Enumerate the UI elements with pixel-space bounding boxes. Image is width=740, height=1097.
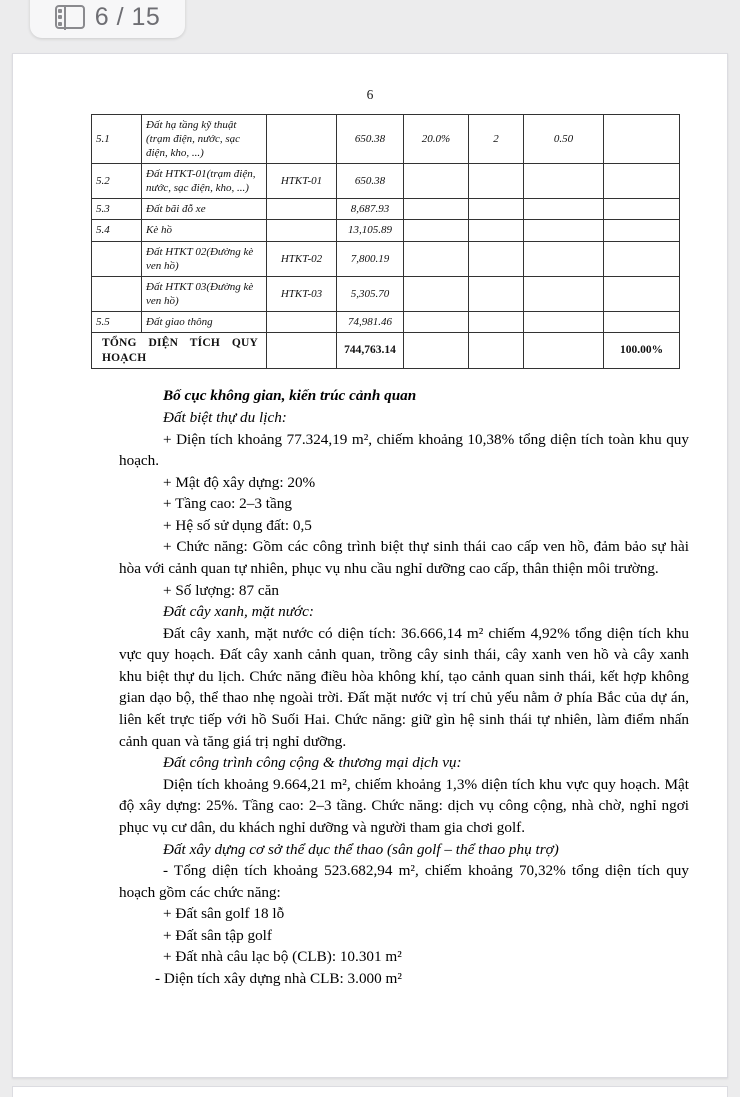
cell-total-code <box>267 332 337 368</box>
paragraph-green-body: Đất cây xanh, mặt nước có diện tích: 36.666,14 m² chiếm 4,92% tổng diện tích khu vực quy hoạch. Đất cây xanh cảnh quan, trồng cây sinh thái, cây xanh ven hồ và cây xanh khu biệt thự du lịch. Chức năng điều hòa không khí, tạo cảnh quan sinh thái, kết hợp không gian dạo bộ, thể thao nhẹ ngoài trời. Đất mặt nước vị trí chủ yếu nằm ở phía Bắc của dự án, liên kết trực tiếp với hồ Suối Hai. Chức năng: giữ gìn hệ sinh thái tự nhiên, làm điểm nhấn cảnh quan và tăng giá trị nghỉ dưỡng. <box>119 624 689 750</box>
cell-code: HTKT-03 <box>267 276 337 311</box>
cell-no <box>92 276 142 311</box>
cell-area: 74,981.46 <box>337 311 404 332</box>
paragraph-sport-item-3: + Đất nhà câu lạc bộ (CLB): 10.301 m² <box>163 948 402 966</box>
paragraph-villa-floors: + Tầng cao: 2–3 tầng <box>163 495 292 513</box>
cell-area: 7,800.19 <box>337 241 404 276</box>
cell-code: HTKT-01 <box>267 164 337 199</box>
document-page-next <box>12 1086 728 1097</box>
cell-density <box>404 199 469 220</box>
table-row <box>92 115 680 164</box>
cell-code <box>267 199 337 220</box>
cell-area: 650.38 <box>337 164 404 199</box>
cell-area: 8,687.93 <box>337 199 404 220</box>
cell-coef <box>524 276 604 311</box>
cell-floors: 2 <box>469 115 524 164</box>
cell-code: HTKT-02 <box>267 241 337 276</box>
table-row <box>92 164 680 199</box>
heading-spatial-layout: Bố cục không gian, kiến trúc cảnh quan <box>163 387 417 405</box>
table-row <box>92 311 680 332</box>
subheading-villa-land: Đất biệt thự du lịch: <box>163 408 287 426</box>
cell-pct <box>604 241 680 276</box>
cell-floors <box>469 220 524 241</box>
cell-density <box>404 311 469 332</box>
cell-name: Kè hồ <box>142 220 267 241</box>
land-use-table-wrapper <box>91 114 701 369</box>
cell-no: 5.1 <box>92 115 142 164</box>
cell-name: Đất HTKT-01(trạm điện, nước, sạc điện, kho, ...) <box>142 164 267 199</box>
cell-code <box>267 311 337 332</box>
subheading-public-land: Đất công trình công cộng & thương mại dịch vụ: <box>163 754 462 772</box>
cell-name: Đất bãi đỗ xe <box>142 199 267 220</box>
cell-density: 20.0% <box>404 115 469 164</box>
land-use-table <box>91 114 680 369</box>
cell-density <box>404 276 469 311</box>
cell-area: 13,105.89 <box>337 220 404 241</box>
cell-code <box>267 115 337 164</box>
cell-density <box>404 241 469 276</box>
paragraph-villa-function: + Chức năng: Gồm các công trình biệt thự sinh thái cao cấp ven hồ, đảm bảo sự hài hòa với cảnh quan tự nhiên, phục vụ nhu cầu nghỉ dưỡng cao cấp, thân thiện môi trường. <box>119 538 689 577</box>
cell-name: Đất HTKT 03(Đường kè ven hồ) <box>142 276 267 311</box>
paragraph-sport-total: - Tổng diện tích khoảng 523.682,94 m², chiếm khoảng 70,32% tổng diện tích quy hoạch gồm các chức năng: <box>119 862 689 901</box>
document-page <box>12 53 728 1078</box>
cell-coef <box>524 311 604 332</box>
cell-coef <box>524 199 604 220</box>
cell-total-label: TỔNG DIỆN TÍCH QUY HOẠCH <box>92 332 267 368</box>
page-counter-label: 6 / 15 <box>94 2 161 31</box>
cell-floors <box>469 311 524 332</box>
cell-pct <box>604 115 680 164</box>
cell-total-area: 744,763.14 <box>337 332 404 368</box>
cell-code <box>267 220 337 241</box>
cell-pct <box>604 199 680 220</box>
subheading-sport-land: Đất xây dựng cơ sở thể dục thể thao (sân golf – thể thao phụ trợ) <box>163 840 559 858</box>
cell-no: 5.2 <box>92 164 142 199</box>
cell-name: Đất giao thông <box>142 311 267 332</box>
document-body <box>119 385 689 989</box>
cell-coef: 0.50 <box>524 115 604 164</box>
cell-name: Đất hạ tầng kỹ thuật (trạm điện, nước, sạc điện, kho, ...) <box>142 115 267 164</box>
cell-pct <box>604 220 680 241</box>
page-folio-number: 6 <box>366 87 374 102</box>
cell-pct <box>604 276 680 311</box>
cell-total-coef <box>524 332 604 368</box>
cell-density <box>404 220 469 241</box>
paragraph-villa-area: + Diện tích khoảng 77.324,19 m², chiếm khoảng 10,38% tổng diện tích toàn khu quy hoạch. <box>119 430 689 470</box>
cell-total-floors <box>469 332 524 368</box>
cell-no <box>92 241 142 276</box>
paragraph-sport-item-2: + Đất sân tập golf <box>163 926 272 944</box>
paragraph-villa-count: + Số lượng: 87 căn <box>163 581 279 599</box>
page-indicator-pill[interactable] <box>30 0 185 38</box>
cell-no: 5.4 <box>92 220 142 241</box>
table-row <box>92 241 680 276</box>
paragraph-villa-density: + Mật độ xây dựng: 20% <box>163 473 316 491</box>
table-row <box>92 199 680 220</box>
paragraph-public-body: Diện tích khoảng 9.664,21 m², chiếm khoảng 1,3% diện tích khu vực quy hoạch. Mật độ xây dựng: 25%. Tầng cao: 2–3 tầng. Chức năng: dịch vụ công cộng, nhà chờ, nghỉ ngơi phục vụ cư dân, du khách nghỉ dưỡng và người tham gia chơi golf. <box>119 775 689 836</box>
cell-density <box>404 164 469 199</box>
cell-coef <box>524 241 604 276</box>
cell-no: 5.3 <box>92 199 142 220</box>
paragraph-sport-item-4: - Diện tích xây dựng nhà CLB: 3.000 m² <box>155 969 402 987</box>
cell-coef <box>524 220 604 241</box>
cell-total-density <box>404 332 469 368</box>
cell-total-pct: 100.00% <box>604 332 680 368</box>
cell-coef <box>524 164 604 199</box>
subheading-green-land: Đất cây xanh, mặt nước: <box>163 603 314 621</box>
table-row <box>92 276 680 311</box>
cell-area: 650.38 <box>337 115 404 164</box>
cell-floors <box>469 276 524 311</box>
table-row <box>92 220 680 241</box>
cell-floors <box>469 241 524 276</box>
cell-name: Đất HTKT 02(Đường kè ven hồ) <box>142 241 267 276</box>
table-total-row <box>92 332 680 368</box>
cell-floors <box>469 199 524 220</box>
sidebar-panel-icon[interactable] <box>55 5 85 29</box>
paragraph-sport-item-1: + Đất sân golf 18 lỗ <box>163 905 285 923</box>
cell-pct <box>604 311 680 332</box>
cell-no: 5.5 <box>92 311 142 332</box>
cell-area: 5,305.70 <box>337 276 404 311</box>
cell-pct <box>604 164 680 199</box>
cell-floors <box>469 164 524 199</box>
paragraph-villa-coef: + Hệ số sử dụng đất: 0,5 <box>163 516 312 534</box>
